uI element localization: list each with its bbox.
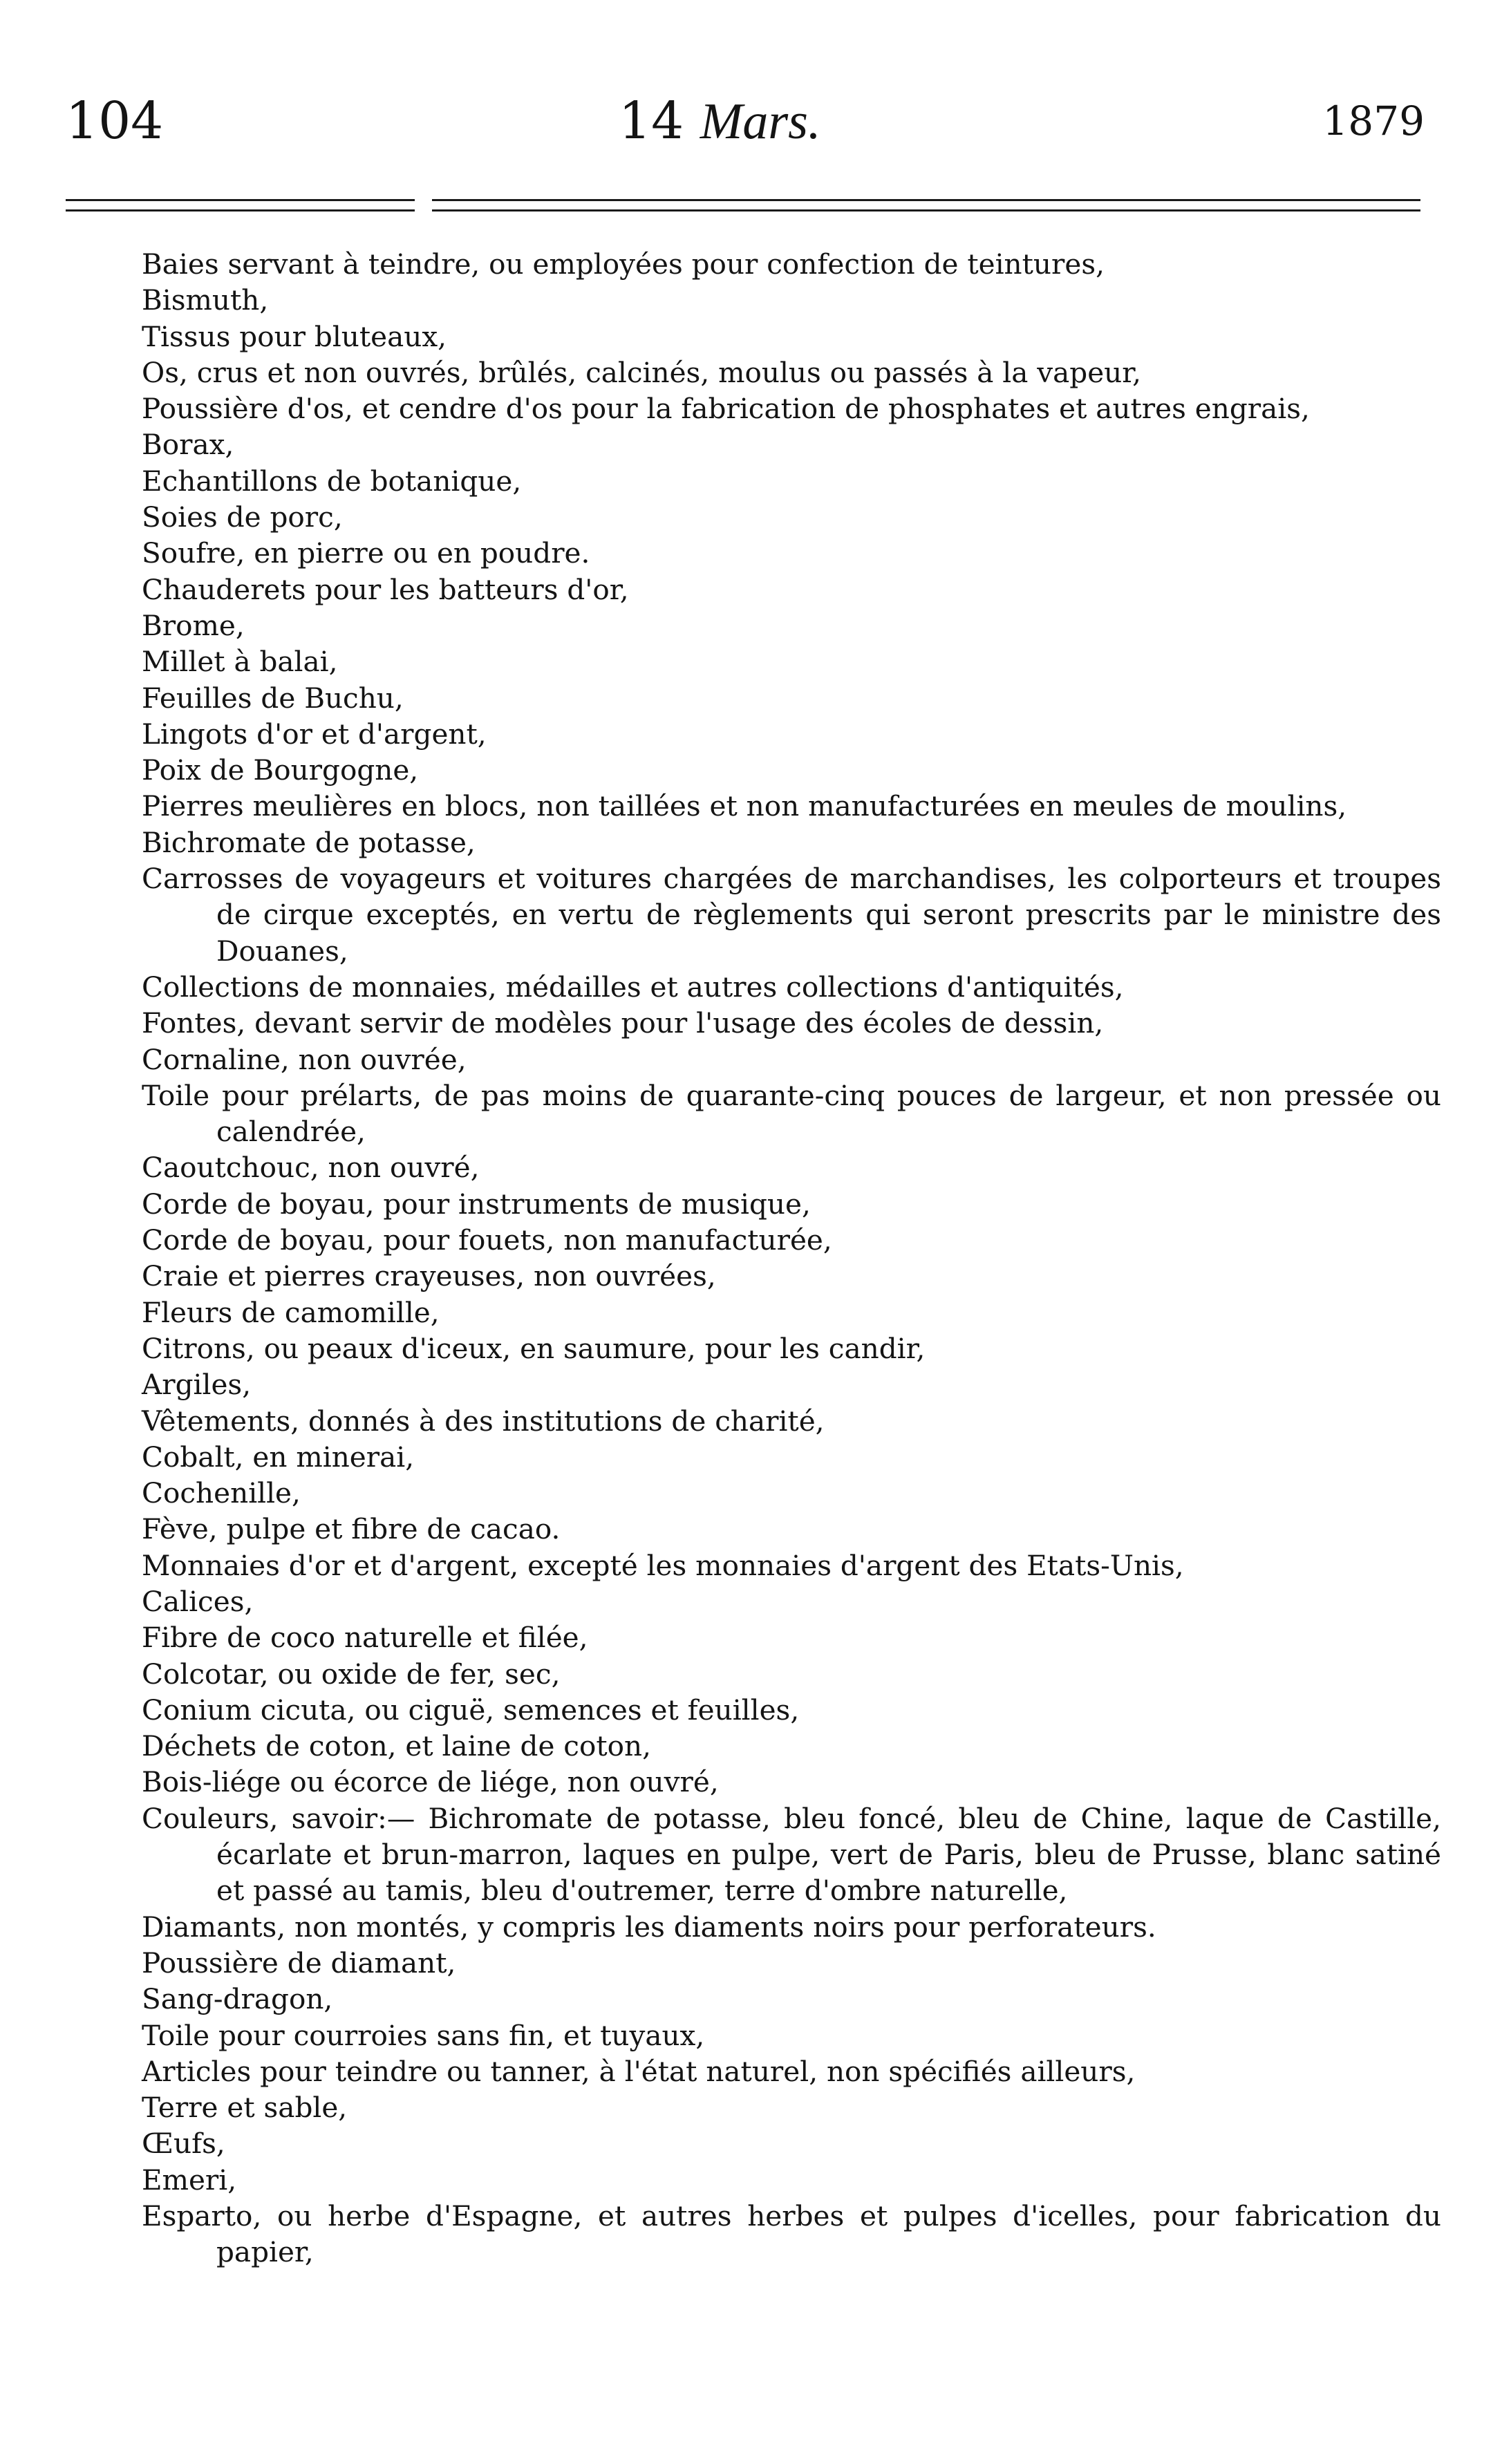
entry: Borax, — [142, 428, 234, 462]
entry: Sang-dragon, — [142, 1982, 333, 2016]
entry: Brome, — [142, 608, 245, 642]
entry: Soies de porc, — [142, 500, 343, 534]
entry: Baies servant à teindre, ou employées pour confection de teintures, — [142, 247, 1105, 281]
entry: Argiles, — [142, 1368, 252, 1402]
page-number: 104 — [66, 91, 164, 151]
date-month: Mars. — [700, 93, 821, 150]
entry: Corde de boyau, pour fouets, non manufacturée, — [142, 1223, 832, 1257]
entry: Pierres meulières en blocs, non taillées et non manufacturées en meules de moulins, — [142, 789, 1347, 823]
entry: Caoutchouc, non ouvré, — [142, 1151, 480, 1185]
entry: Fleurs de camomille, — [142, 1295, 440, 1329]
entry: Os, crus et non ouvrés, brûlés, calcinés, moulus ou passés à la vapeur, — [142, 355, 1142, 389]
date-day: 14 — [619, 91, 684, 151]
entry: Diamants, non montés, y compris les diaments noirs pour perforateurs. — [142, 1910, 1156, 1944]
entry: Feuilles de Buchu, — [142, 681, 404, 715]
header-rule-left — [66, 199, 415, 211]
entry: Articles pour teindre ou tanner, à l'état naturel, non spécifiés ailleurs, — [142, 2054, 1136, 2088]
entry: Poix de Bourgogne, — [142, 753, 419, 787]
entry: Millet à balai, — [142, 645, 338, 679]
tariff-entry-list — [142, 246, 1441, 2270]
page-heading-date — [619, 90, 820, 153]
entry: Craie et pierres crayeuses, non ouvrées, — [142, 1259, 716, 1293]
entry: Citrons, ou peaux d'iceux, en saumure, pour les candir, — [142, 1331, 926, 1365]
entry: Toile pour courroies sans fin, et tuyaux, — [142, 2018, 705, 2052]
entry: Calices, — [142, 1584, 254, 1618]
entry: Esparto, ou herbe d'Espagne, et autres herbes et pulpes d'icelles, pour fabrication du papier, — [142, 2199, 1441, 2269]
entry: Déchets de coton, et laine de coton, — [142, 1729, 651, 1763]
entry: Fibre de coco naturelle et filée, — [142, 1621, 588, 1655]
header-rule-right — [432, 199, 1420, 211]
entry: Poussière de diamant, — [142, 1946, 456, 1979]
entry: Œufs, — [142, 2127, 225, 2161]
entry: Terre et sable, — [142, 2091, 348, 2125]
entry: Conium cicuta, ou ciguë, semences et feuilles, — [142, 1693, 800, 1727]
entry: Carrosses de voyageurs et voitures chargées de marchandises, les colporteurs et troupes de cirque exceptés, en vertu de règlements qui seront prescrits par le ministre des Douanes, — [142, 862, 1441, 968]
entry: Colcotar, ou oxide de fer, sec, — [142, 1657, 561, 1691]
entry: Collections de monnaies, médailles et autres collections d'antiquités, — [142, 970, 1124, 1004]
page-year: 1879 — [1322, 97, 1425, 144]
entry: Lingots d'or et d'argent, — [142, 717, 487, 751]
entry: Cochenille, — [142, 1476, 301, 1510]
entry: Poussière d'os, et cendre d'os pour la fabrication de phosphates et autres engrais, — [142, 392, 1310, 426]
entry: Tissus pour bluteaux, — [142, 319, 447, 353]
entry: Toile pour prélarts, de pas moins de quarante-cinq pouces de largeur, et non pressée ou calendrée, — [142, 1078, 1441, 1149]
entry: Chauderets pour les batteurs d'or, — [142, 572, 629, 606]
entry: Fève, pulpe et fibre de cacao. — [142, 1512, 561, 1546]
entry: Cornaline, non ouvrée, — [142, 1042, 467, 1076]
entry: Couleurs, savoir:— Bichromate de potasse, bleu foncé, bleu de Chine, laque de Castille, écarlate et brun-marron, laques en pulpe, vert de Paris, bleu de Prusse, blanc satiné et passé au tamis, bleu d'outremer, terre d'ombre naturelle, — [142, 1801, 1441, 1908]
entry: Emeri, — [142, 2163, 237, 2197]
entry: Fontes, devant servir de modèles pour l'usage des écoles de dessin, — [142, 1006, 1104, 1040]
entry: Echantillons de botanique, — [142, 464, 522, 498]
entry: Soufre, en pierre ou en poudre. — [142, 536, 590, 570]
entry: Bois-liége ou écorce de liége, non ouvré, — [142, 1765, 719, 1799]
entry: Corde de boyau, pour instruments de musique, — [142, 1187, 811, 1221]
entry: Vêtements, donnés à des institutions de charité, — [142, 1404, 825, 1438]
entry: Bismuth, — [142, 283, 269, 317]
entry: Bichromate de potasse, — [142, 825, 476, 859]
entry: Cobalt, en minerai, — [142, 1440, 415, 1474]
entry: Monnaies d'or et d'argent, excepté les monnaies d'argent des Etats-Unis, — [142, 1548, 1184, 1582]
